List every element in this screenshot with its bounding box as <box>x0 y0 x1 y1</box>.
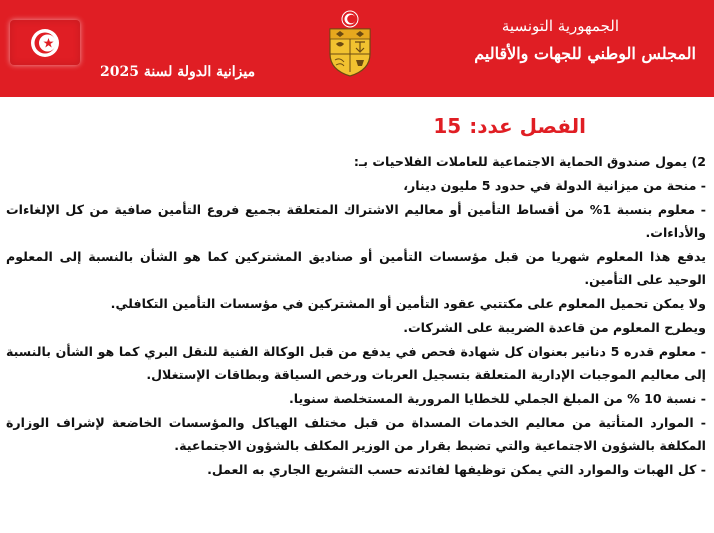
paragraph-tax-deduction: ويطرح المعلوم من قاعدة الضريبة على الشركات. <box>403 320 706 335</box>
paragraph-service-fees: - الموارد المتأتية من معاليم الخدمات المسداة من قبل مختلف الهياكل والمؤسسات الخاضعة لإشراف الوزارة المكلفة بالشؤون الاجتماعية والتي تضبط بقرار من الوزير المكلف بالشؤون الاجتماعية. <box>6 415 706 453</box>
paragraph-donations: - كل الهبات والموارد التي يمكن توظيفها لفائدته حسب التشريع الجاري به العمل. <box>207 462 706 477</box>
document-body <box>6 150 706 482</box>
paragraph-no-charge: ولا يمكن تحميل المعلوم على مكتتبي عقود التأمين أو المشتركين في مؤسسات التأمين التكافلي. <box>110 296 706 311</box>
republic-title: الجمهورية التونسية <box>501 17 619 35</box>
paragraph-inspection-fee: - معلوم قدره 5 دنانير بعنوان كل شهادة فحص في يدفع من قبل الوكالة الفنية للنقل البري كما هو الشأن بالنسبة إلى معاليم الموجبات الإدارية المتعلقة بتسجيل العربات ورخص السياقة وبطاقات الإستغلال. <box>6 344 706 382</box>
chapter-number: 15 <box>433 114 462 138</box>
header-banner <box>0 0 714 97</box>
paragraph-traffic-fines: - نسبة 10 % من المبلغ الجملي للخطايا المرورية المستخلصة سنويا. <box>288 391 706 406</box>
tunisia-coat-of-arms-icon <box>322 10 378 78</box>
budget-title: ميزانية الدولة لسنة 2025 <box>100 64 256 80</box>
council-title: المجلس الوطني للجهات والأقاليم <box>474 44 696 63</box>
flag-crescent-star-icon <box>30 28 60 58</box>
chapter-heading <box>433 114 586 138</box>
paragraph-monthly-payment: يدفع هذا المعلوم شهريا من قبل مؤسسات التأمين أو صناديق المشتركين كما هو الشأن بالنسبة إلى المعلوم الوحيد على التأمين. <box>6 249 706 287</box>
tunisia-flag-icon <box>10 20 80 65</box>
paragraph-insurance-fee: - معلوم بنسبة 1% من أقساط التأمين أو معاليم الاشتراك المتعلقة بجميع فروع التأمين صافية من كل الإلغاءات والأداءات. <box>6 202 706 240</box>
chapter-label: الفصل عدد: <box>469 114 586 138</box>
paragraph-state-grant: - منحة من ميزانية الدولة في حدود 5 مليون دينار، <box>403 178 706 193</box>
paragraph-funding-intro: 2) يمول صندوق الحماية الاجتماعية للعاملات الفلاحيات بـ: <box>353 154 706 169</box>
